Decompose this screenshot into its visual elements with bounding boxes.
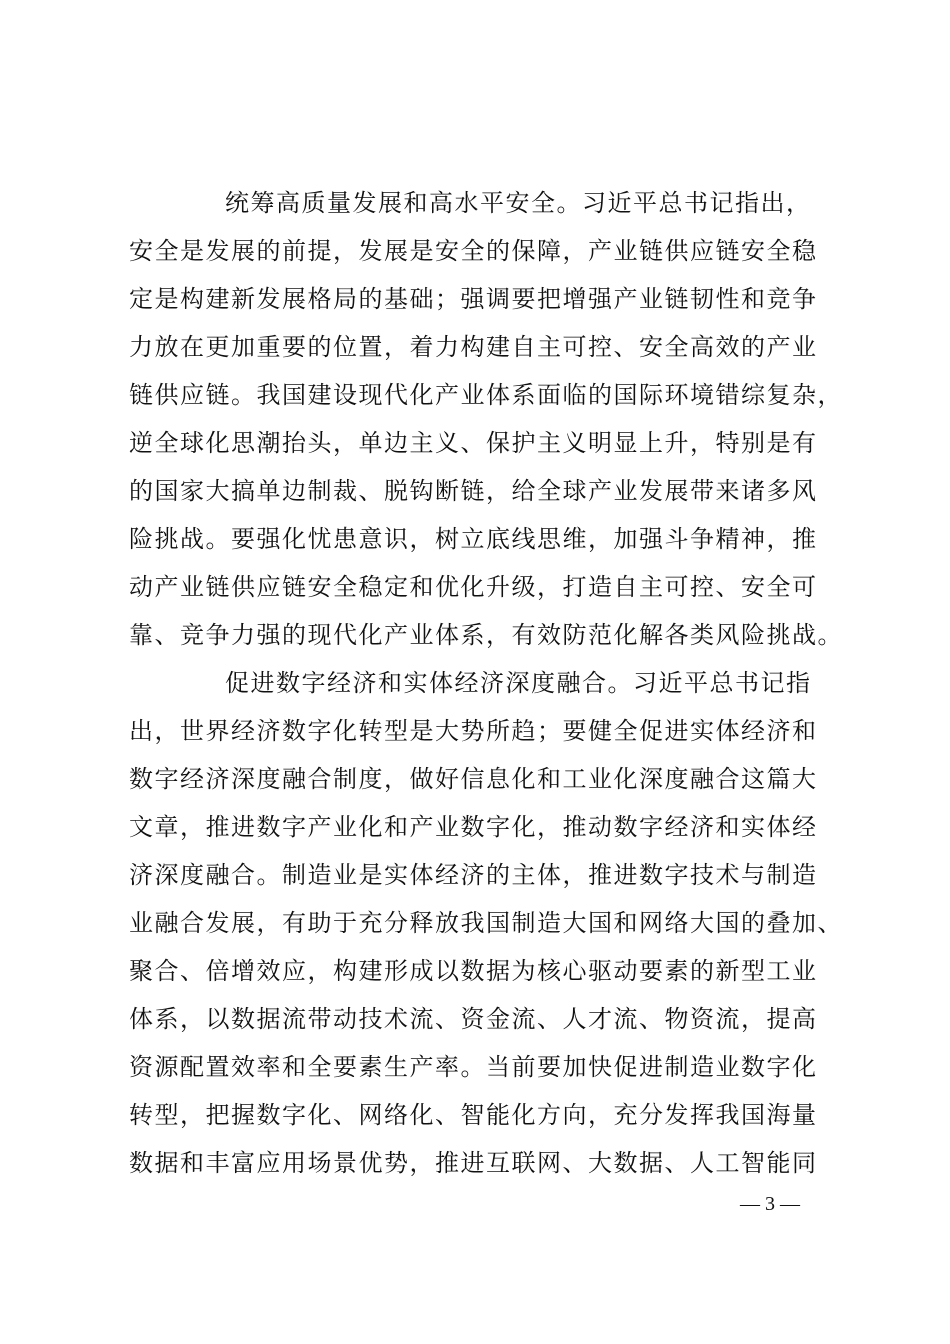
- text-line: 文章，推进数字产业化和产业数字化，推动数字经济和实体经: [129, 813, 818, 841]
- text-line: 力放在更加重要的位置，着力构建自主可控、安全高效的产业: [129, 333, 818, 361]
- text-line: 的国家大搞单边制裁、脱钩断链，给全球产业发展带来诸多风: [129, 477, 818, 505]
- text-line: 统筹高质量发展和高水平安全。习近平总书记指出，: [225, 189, 812, 217]
- text-line: 安全是发展的前提，发展是安全的保障，产业链供应链安全稳: [129, 237, 818, 265]
- text-line: 定是构建新发展格局的基础；强调要把增强产业链韧性和竞争: [129, 285, 818, 313]
- text-line: 险挑战。要强化忧患意识，树立底线思维，加强斗争精神，推: [129, 525, 818, 553]
- paragraph-security: [129, 179, 843, 659]
- text-line: 资源配置效率和全要素生产率。当前要加快促进制造业数字化: [129, 1053, 818, 1081]
- text-line: 链供应链。我国建设现代化产业体系面临的国际环境错综复杂，: [129, 381, 843, 409]
- text-line: 聚合、倍增效应，构建形成以数据为核心驱动要素的新型工业: [129, 957, 818, 985]
- text-line: 促进数字经济和实体经济深度融合。习近平总书记指: [225, 669, 812, 697]
- text-line: 体系，以数据流带动技术流、资金流、人才流、物资流，提高: [129, 1005, 818, 1033]
- text-line: 逆全球化思潮抬头，单边主义、保护主义明显上升，特别是有: [129, 429, 818, 457]
- page-number: — 3 —: [740, 1193, 800, 1215]
- text-line: 济深度融合。制造业是实体经济的主体，推进数字技术与制造: [129, 861, 818, 889]
- text-line: 业融合发展，有助于充分释放我国制造大国和网络大国的叠加、: [129, 909, 843, 937]
- paragraph-digital-economy: [129, 659, 843, 1187]
- body-text: [129, 179, 843, 1187]
- text-line: 数字经济深度融合制度，做好信息化和工业化深度融合这篇大: [129, 765, 818, 793]
- text-line: 数据和丰富应用场景优势，推进互联网、大数据、人工智能同: [129, 1149, 818, 1177]
- text-line: 出，世界经济数字化转型是大势所趋；要健全促进实体经济和: [129, 717, 818, 745]
- text-line: 动产业链供应链安全稳定和优化升级，打造自主可控、安全可: [129, 573, 818, 601]
- text-line: 转型，把握数字化、网络化、智能化方向，充分发挥我国海量: [129, 1101, 818, 1129]
- text-line: 靠、竞争力强的现代化产业体系，有效防范化解各类风险挑战。: [129, 621, 843, 649]
